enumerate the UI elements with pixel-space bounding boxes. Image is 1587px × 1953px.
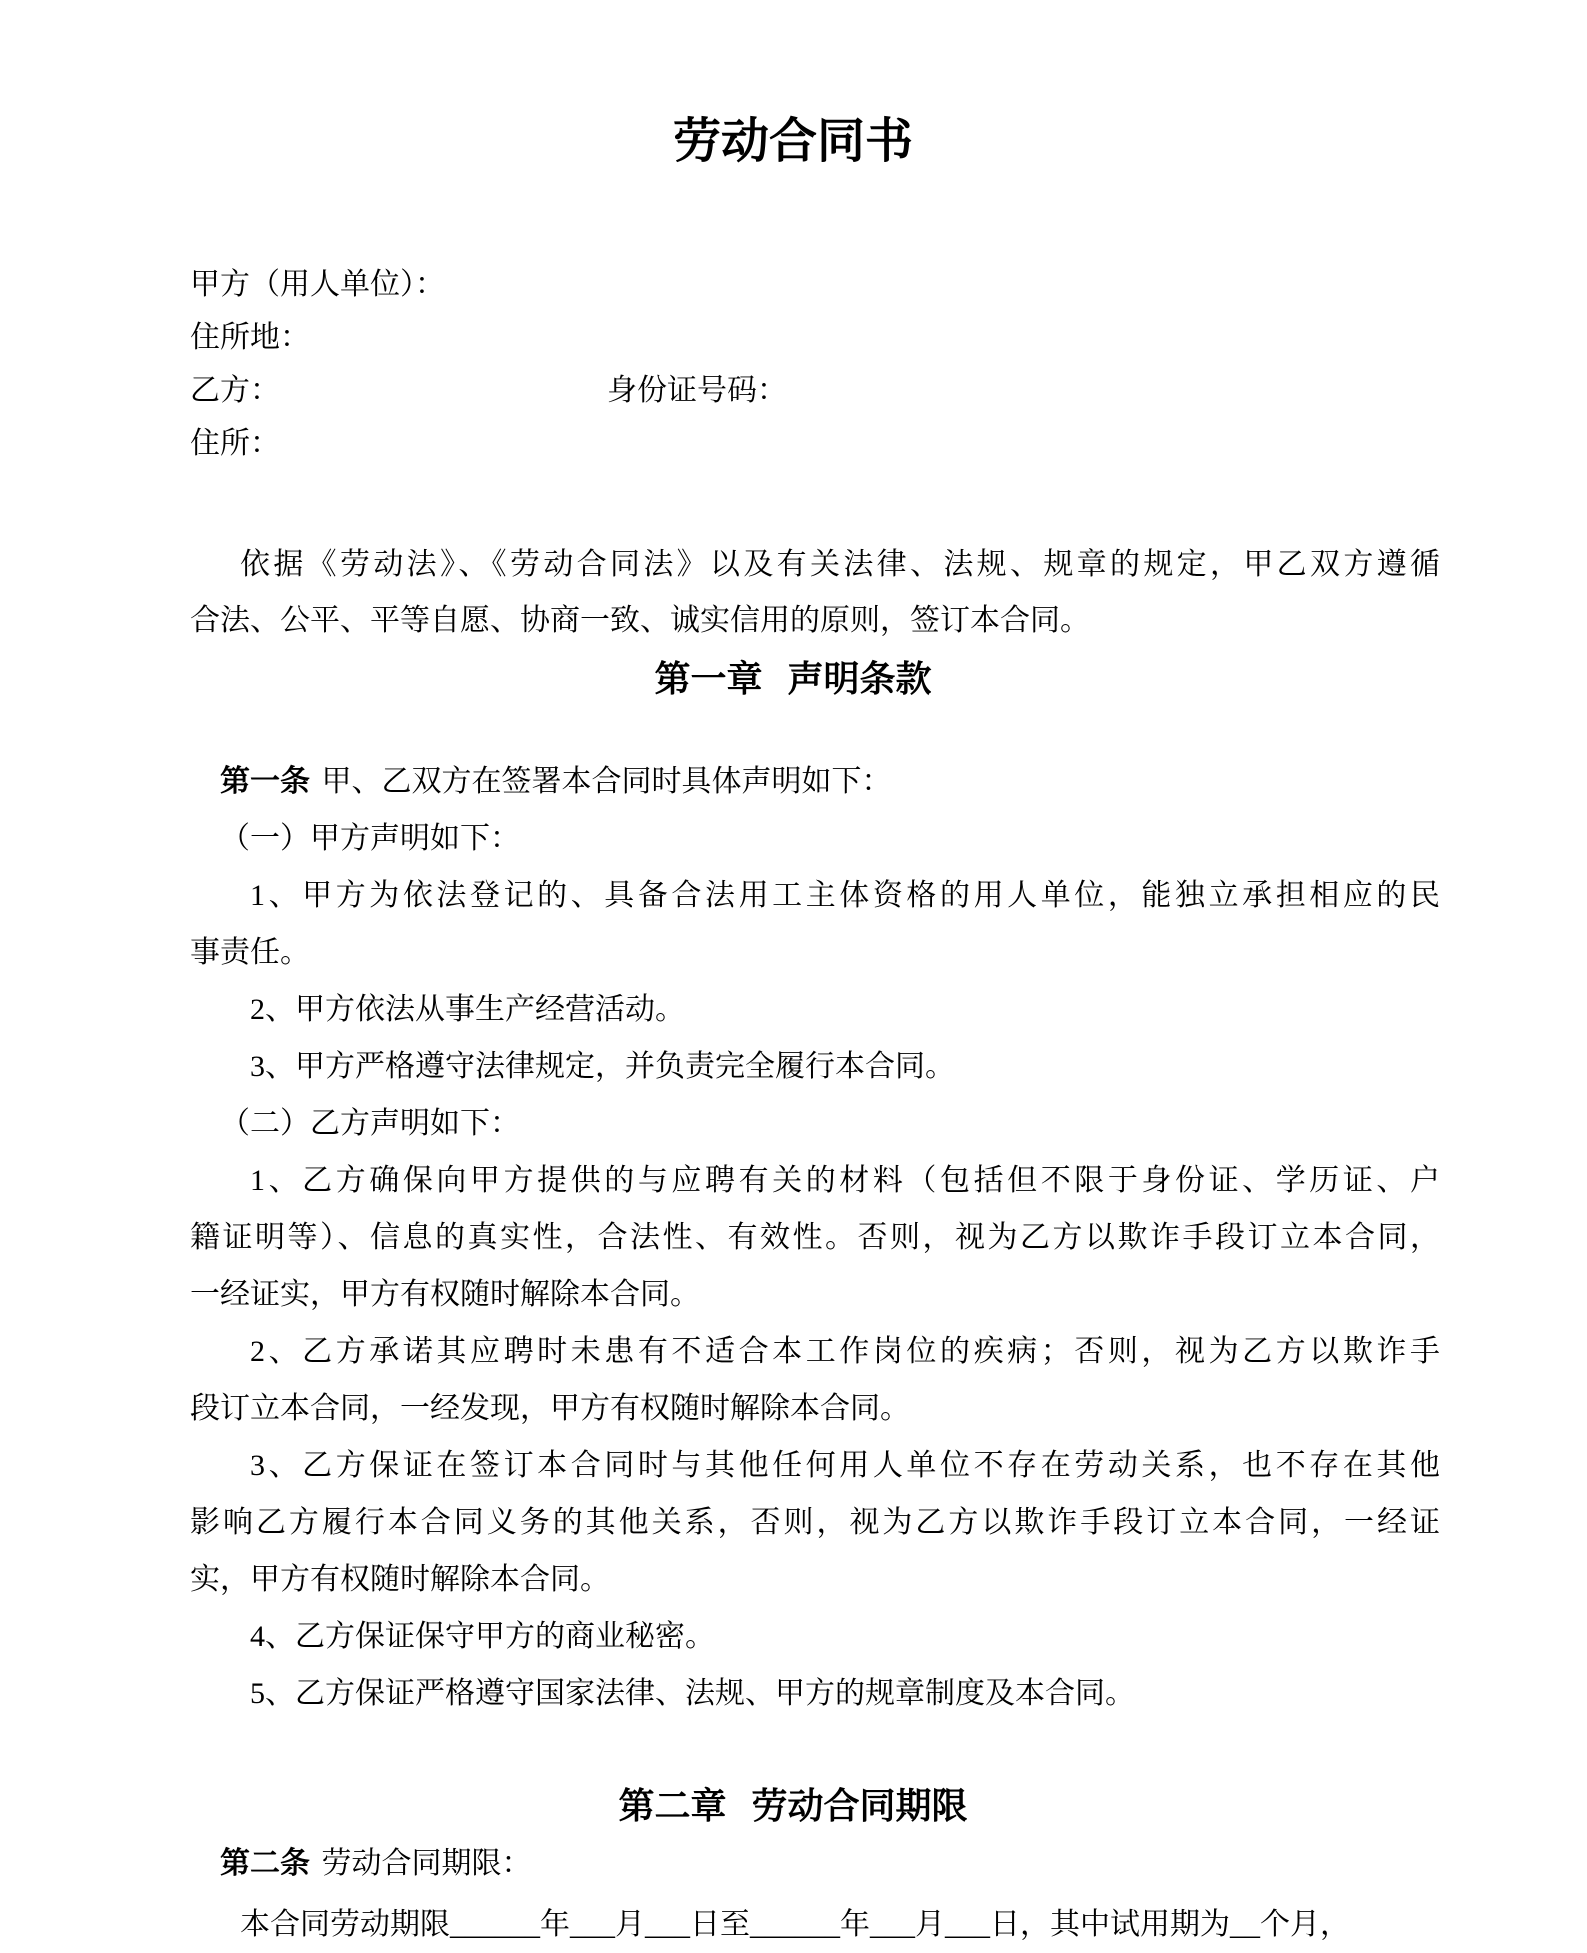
document-title: 劳动合同书 <box>672 115 913 168</box>
article-1-title: 甲、乙双方在签署本合同时具体声明如下： <box>321 765 892 798</box>
party-b-name-label: 乙方： <box>190 374 280 407</box>
item-b3-line-2: 影响乙方履行本合同义务的其他关系，否则，视为乙方以欺诈手段订立本合同，一经证 <box>190 1506 1440 1539</box>
preamble-line-2: 合法、公平、平等自愿、协商一致、诚实信用的原则，签订本合同。 <box>190 604 1090 637</box>
item-b3-line-1: 3、乙方保证在签订本合同时与其他任何用人单位不存在劳动关系，也不存在其他 <box>250 1449 1440 1482</box>
item-b1-line-2: 籍证明等）、信息的真实性，合法性、有效性。否则，视为乙方以欺诈手段订立本合同， <box>190 1221 1440 1254</box>
item-a2-line-1: 2、甲方依法从事生产经营活动。 <box>250 993 685 1026</box>
item-b1-line-3: 一经证实，甲方有权随时解除本合同。 <box>190 1278 700 1311</box>
article-1-number: 第一条 <box>220 765 310 798</box>
article-2-title: 劳动合同期限： <box>321 1847 532 1880</box>
item-a1-line-2: 事责任。 <box>190 936 310 969</box>
section-b-heading: （二）乙方声明如下： <box>220 1107 520 1140</box>
party-a-name-line: 甲方（用人单位）： <box>190 268 445 301</box>
party-b-address-line: 住所： <box>190 427 280 460</box>
item-b4-line-1: 4、乙方保证保守甲方的商业秘密。 <box>250 1620 715 1653</box>
term-blank-line: 本合同劳动期限______年___月___日至______年___月___日，其中试用期为__个月， <box>240 1908 1350 1941</box>
party-a-address-line: 住所地： <box>190 321 310 354</box>
item-a3-line-1: 3、甲方严格遵守法律规定，并负责完全履行本合同。 <box>250 1050 955 1083</box>
article-1 <box>190 753 1440 810</box>
item-b2-line-2: 段订立本合同，一经发现，甲方有权随时解除本合同。 <box>190 1392 910 1425</box>
party-b-id-label: 身份证号码： <box>607 374 787 407</box>
item-a1-line-1: 1、甲方为依法登记的、具备合法用工主体资格的用人单位，能独立承担相应的民 <box>250 879 1440 912</box>
item-b1-line-1: 1、乙方确保向甲方提供的与应聘有关的材料（包括但不限于身份证、学历证、户 <box>250 1164 1440 1197</box>
section-a-heading: （一）甲方声明如下： <box>220 822 520 855</box>
document-content <box>190 0 1440 1953</box>
article-2-number: 第二条 <box>220 1847 310 1880</box>
chapter1-heading: 第一章 声明条款 <box>654 659 932 699</box>
item-b3-line-3: 实，甲方有权随时解除本合同。 <box>190 1563 610 1596</box>
item-b5-line-1: 5、乙方保证严格遵守国家法律、法规、甲方的规章制度及本合同。 <box>250 1677 1135 1710</box>
party-b-line <box>190 364 1440 417</box>
preamble-line-1: 依据《劳动法》、《劳动合同法》以及有关法律、法规、规章的规定，甲乙双方遵循 <box>240 548 1440 581</box>
item-b2-line-1: 2、乙方承诺其应聘时未患有不适合本工作岗位的疾病；否则，视为乙方以欺诈手 <box>250 1335 1440 1368</box>
article-2 <box>190 1835 1440 1892</box>
chapter2-heading: 第二章 劳动合同期限 <box>618 1786 968 1826</box>
